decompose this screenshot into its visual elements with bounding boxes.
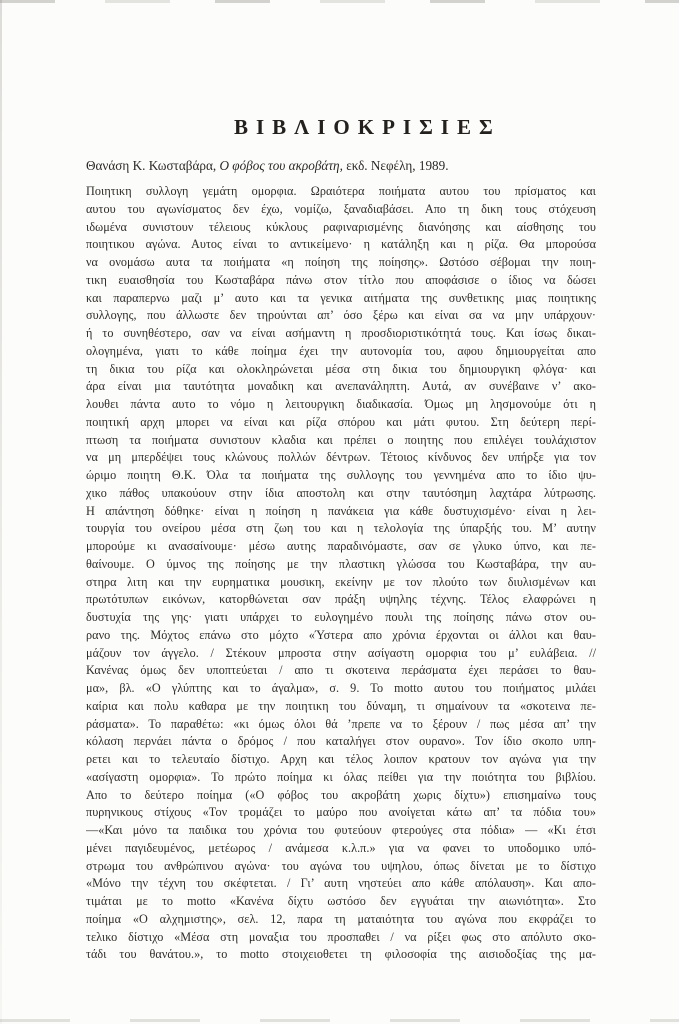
body-line: να ονομάσω αυτα τα ποιήματα «η ποίηση της ποίησης». Ωστόσο σέβομαι την ποιη- [86,255,596,269]
body-line: δυστυχία της γης· γιατι υπάρχει το ευλογημένο πουλι της ποίησης πάνω στον ου- [86,610,596,624]
body-line: πτωση τα ποιήματα συνιστουν κλαδια και πρέπει ο ποιητης που επιλέγει τουλάχιστον [86,432,596,447]
body-line: μάζουν τον άγγελο. / Στέκουν μπροστα στην ασίγαστη ομορφια του μ’ ευλάβεια. // [86,645,596,660]
body-line: ολογημένα, γιατι το κάθε ποίημα έχει την αυτονομία του, αφου δημιουργείται απο [86,343,596,358]
body-line: χικο πάθος υπακούουν στην ίδια αποστολη και στην ταυτόσημη λαχτάρα λύτρωσης. [86,485,596,500]
publication-info: εκδ. Νεφέλη, 1989. [346,158,449,173]
body-line: τουργία του ονείρου μέσα στη ζωη του και η τελολογία της ύπαρξής του. Μ’ αυτην [86,521,596,536]
review-body [86,183,596,964]
body-line: καίρια και πολυ καθαρα με την ποιητικη του δύναμη, τι σημαίνουν τα «σκοτεινα πε- [86,698,596,713]
body-line: Απο το δεύτερο ποίημα («Ο φόβος του ακροβάτη χωρις δίχτυ») επισημαίνω τους [86,787,596,802]
section-title: ΒΙΒΛΙΟΚΡΙΣΙΕΣ [234,115,501,139]
body-line: ποίημα «Ο αλχημιστης», σελ. 12, παρα τη ματαιότητα του αγώνα που εκφράζει το [86,911,596,926]
book-title: Ο φόβος του ακροβάτη, [219,158,347,173]
body-line: τάδι του θανάτου.», το motto στοιχειοθετει τη φιλοσοφία της αισιοδοξίας της μα- [86,947,596,962]
body-line: ρανο της. Μόχτος επάνω στο μόχτο «Ύστερα απο χρόνια έρχονται οι άλλοι και θαυ- [86,627,596,642]
body-line: πρωτότυπων εικόνων, κατορθώνεται σαν πράξη υψηλης τέχνης. Τέλος ελαφρώνει η [86,592,596,607]
body-line: ποιητικου αγώνα. Αυτος είναι το αντικείμενο· η κατάληξη και η ρίζα. Θα μπορούσα [86,237,596,252]
scan-artifact-bottom-edge [0,1019,679,1022]
body-line: αυτου του αγωνίσματος δεν έχω, νομίζω, ξαναδιαβάσει. Απο τη δικη τους στόχευση [86,201,596,216]
body-line: τιμάται με το motto «Κανένα δίχτυ ωστόσο δεν εγγυάται την αιωνιότητα». Στο [86,894,596,908]
body-line: ώριμο ποιητη Θ.Κ. Όλα τα ποιήματα της συλλογης του γεννημένα απο το ίδιο ψυ- [86,468,596,482]
body-line: κόλαση περνάει πάντα ο δρόμος / που καταλήγει στον ουρανο». Τον ίδιο σκοπο υπη- [86,734,596,749]
body-line: ράσματα». Το παραθέτω: «κι όμως όλοι θά ’πρεπε να το ξέρουν / πως μέσα απ’ την [86,716,596,731]
body-line: Η απάντηση δόθηκε· είναι η ποίηση η πανάκεια για κάθε δυστυχισμένο· είναι η λει- [86,503,596,518]
body-line: Κανένας όμως δεν υποπτεύεται / απο τι σκοτεινα περάσματα έχει περάσει το θαυ- [86,663,596,678]
body-line: και παραπερνω μαζι μ’ αυτο και τα γενικα αιτήματα της συνθετικης μιας ποιητικης [86,290,596,305]
body-line: ή το συνηθέστερο, σαν να είναι ασήμαντη η προσδιοριστικότητά τους. Και ίσως δικαι- [86,326,596,340]
body-line: ιδωμένα συνιστουν τέλειους κύκλους ραφιναρισμένης διανόησης και αίσθησης του [86,219,596,234]
scan-artifact-left-edge [0,0,2,1024]
author-name: Θανάση Κ. Κωσταβάρα, [86,158,220,173]
body-line: «ασίγαστη ομορφια». Το πρώτο ποίημα κι όλας πείθει για την ποιότητα του βιβλίου. [86,769,596,784]
body-line: —«Και μόνο τα παιδικα του χρόνια του φυτεύουν φτερούγες στα πόδια» — «Κι έτσι [86,823,596,837]
body-line: να μη μπερδέψει τους κλώνους πολλών δέντρων. Τέτοιος κίνδυνος δεν υπήρξε για τον [86,450,596,465]
body-line: Ποιητικη συλλογη γεμάτη ομορφια. Ωραιότερα ποιήματα αυτου του πρίσματος και [86,184,596,198]
body-line: λουθει πάντα αυτο το νόμο η λειτουργικη διαδικασία. Όμως μη λησμονούμε ότι η [86,397,596,411]
body-line: πυρηνικους στίχους «Τον τρομάζει το μαύρο που ανοίγεται κάτω απ’ τα πόδια του» [86,805,596,820]
body-line: θαίνουμε. Ο ύμνος της ποίησης με την πλαστικη γλώσσα του Κωσταβάρα, την αυ- [86,556,596,571]
body-line: συλλογης, που άλλωστε δεν τηρούνται απ’ όσο ξέρω και είναι σα να μην υπάρχουν· [86,308,596,323]
body-line: άρα είναι μια ταυτότητα μοναδικη και ανεπανάληπτη. Αυτά, αν συνέβαινε ν’ ακο- [86,379,596,394]
body-line: μένει παγιδευμένος, μετέωρος / ανάμεσα κ.λ.π.» για να φανει το υποδομικο υπό- [86,840,596,855]
body-line: τικη ευαισθησία του Κωσταβάρα πάνω στον τίτλο που αποφάσισε ο ίδιος να δώσει [86,272,596,287]
body-line: στηρα λιτη και την ευρηματικα μουσικη, εκείνην με τον πλούτο των διυλισμένων και [86,574,596,589]
body-line: στρωμα του ανθρώπινου αγώνα· του αγώνα του υψηλου, όπως δίνεται με το δίστιχο [86,858,596,873]
body-line: μπορούμε κι ανασαίνουμε· μέσω αυτης παραδινόμαστε, σαν σε γλυκο ύπνο, και πε- [86,539,596,553]
review-citation [86,157,449,174]
body-line: «Μόνο την τέχνη του σκέφτεται. / Γι’ αυτη νηστεύει απο κάθε απόλαυση». Και απο- [86,876,596,891]
body-line: τη δικια του ρίζα και ολοκληρώνεται μέσα στη δικια του δημιουργικη φλόγα· και [86,361,596,376]
body-line: ρετει και το τελευταίο δίστιχο. Αρχη και τέλος λοιπον κρατουν τον αγώνα για την [86,752,596,766]
body-line: ποιητική αρχη μπορει να είναι και ρίζα σπόρου και μάτι φυτου. Στη δεύτερη περί- [86,414,596,429]
body-line: τελικο δίστιχο «Μέσα στη μοναξια του προσπαθει / να ρίξει φως στο απόλυτο σκο- [86,929,596,944]
body-line: μα», βλ. «Ο γλύπτης και το άγαλμα», σ. 9. Το motto αυτου του ποιήματος μιλάει [86,681,596,695]
scan-artifact-top-edge [0,0,679,3]
